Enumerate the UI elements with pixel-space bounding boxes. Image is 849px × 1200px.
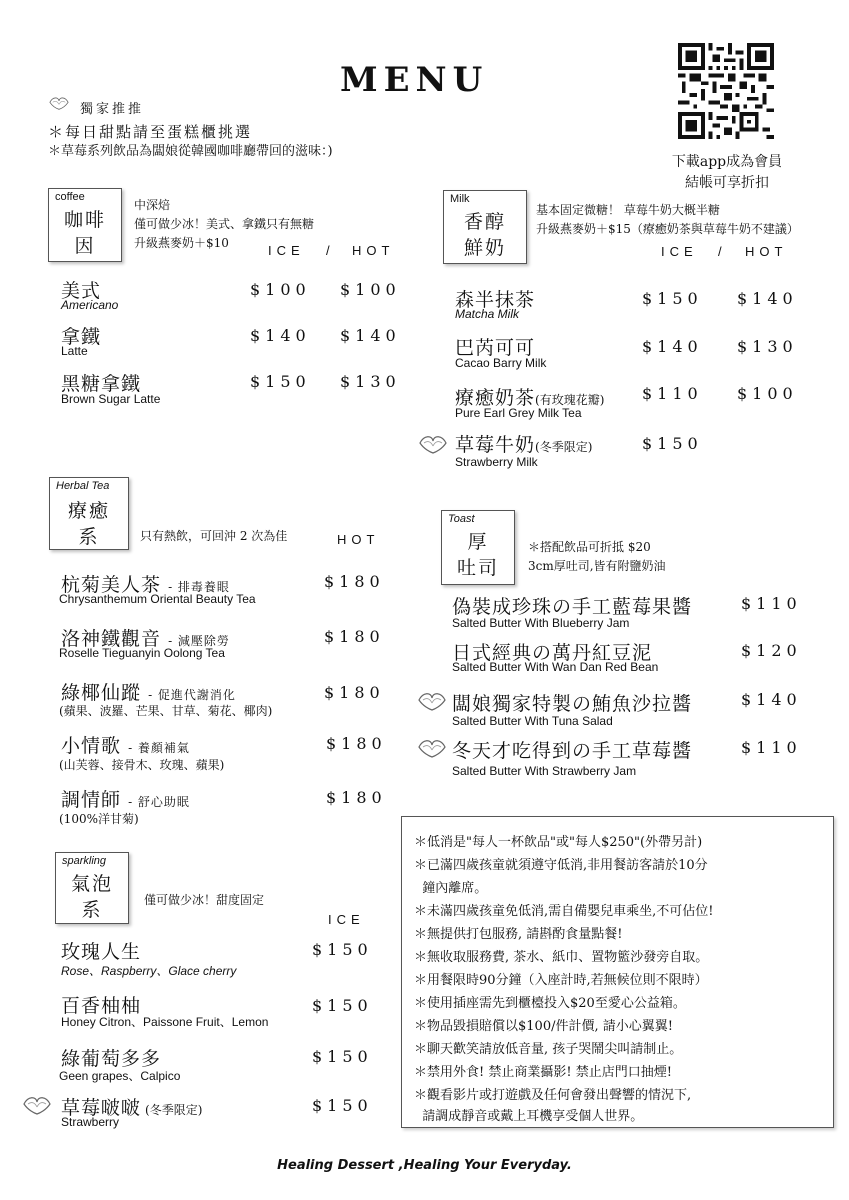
toast-item-en: Salted Butter With Wan Dan Red Bean bbox=[452, 660, 659, 674]
milk-name-1: 香醇 bbox=[463, 211, 506, 233]
herbal-item-price: $180 bbox=[324, 572, 385, 591]
milk-col-slash: / bbox=[718, 244, 727, 259]
milk-col-ice: ICE bbox=[661, 244, 698, 259]
herbal-item-name bbox=[61, 678, 236, 705]
milk-col-hot: HOT bbox=[745, 244, 788, 259]
notice-strawberry: ＊草莓系列飲品為闆娘從韓國咖啡廳帶回的滋味：) bbox=[48, 144, 333, 159]
toast-name-1: 厚 bbox=[467, 531, 489, 553]
milk-category-box bbox=[443, 190, 527, 264]
milk-item-name: 巴芮可可 bbox=[455, 337, 536, 359]
herbal-item-name-text: 小情歌 bbox=[61, 735, 122, 757]
sparkling-name-2: 系 bbox=[81, 899, 103, 921]
sparkling-name-1: 氣泡 bbox=[70, 873, 113, 895]
toast-notes bbox=[528, 538, 666, 576]
milk-item-hot-price: $100 bbox=[737, 384, 798, 403]
herbal-item-name-text: 洛神鐵觀音 bbox=[61, 628, 162, 650]
herbal-item-name-text: 綠椰仙蹤 bbox=[61, 682, 142, 704]
notice-dessert: ＊每日甜點請至蛋糕櫃挑選 bbox=[48, 123, 253, 141]
toast-item-name: 冬天才吃得到の手工草莓醬 bbox=[452, 740, 693, 762]
milk-item-en: Strawberry Milk bbox=[455, 455, 538, 469]
herbal-item-desc: - 減壓除勞 bbox=[168, 634, 230, 648]
qr-caption-1: 下載app成為會員 bbox=[671, 154, 783, 170]
toast-item-price: $140 bbox=[741, 690, 802, 709]
coffee-note-2: 僅可做少冰！美式、拿鐵只有無糖 bbox=[134, 217, 315, 231]
leaf-heart-icon bbox=[417, 691, 447, 711]
rule-line: ＊聊天歡笑請放低音量, 孩子哭鬧尖叫請制止。 bbox=[414, 1042, 683, 1057]
milk-item-en: Matcha Milk bbox=[455, 307, 520, 321]
leaf-heart-icon bbox=[48, 96, 70, 110]
sparkling-note: 僅可做少冰！甜度固定 bbox=[144, 893, 265, 907]
coffee-col-slash: / bbox=[326, 243, 335, 258]
herbal-item-price: $180 bbox=[324, 683, 385, 702]
exclusive-label: 獨家推推 bbox=[80, 102, 145, 117]
herbal-item-name-text: 調情師 bbox=[61, 789, 122, 811]
sparkling-item-price: $150 bbox=[312, 940, 373, 959]
toast-note-1: ＊搭配飲品可折抵 $20 bbox=[528, 540, 651, 554]
coffee-col-hot: HOT bbox=[352, 243, 395, 258]
sparkling-tag: sparkling bbox=[62, 855, 107, 867]
qr-code[interactable] bbox=[678, 43, 774, 139]
milk-item-hot-price: $140 bbox=[737, 289, 798, 308]
coffee-item-ice-price: $150 bbox=[250, 372, 311, 391]
rule-line: 請調成靜音或戴上耳機享受個人世界。 bbox=[414, 1109, 644, 1124]
leaf-heart-icon bbox=[22, 1095, 52, 1115]
sparkling-item-name: 玫瑰人生 bbox=[61, 941, 142, 963]
toast-name-2: 吐司 bbox=[456, 557, 499, 579]
sparkling-item-name-text: 草莓啵啵 bbox=[61, 1097, 142, 1119]
milk-item-ice-price: $150 bbox=[642, 289, 703, 308]
toast-category-box bbox=[441, 510, 515, 585]
sparkling-item-price: $150 bbox=[312, 1047, 373, 1066]
coffee-item-name: 黑糖拿鐵 bbox=[61, 373, 142, 395]
herbal-item-desc: - 促進代謝消化 bbox=[148, 688, 236, 702]
qr-caption-2: 結帳可享折扣 bbox=[685, 175, 769, 191]
milk-item-suffix: (冬季限定) bbox=[535, 440, 593, 454]
house-rules-box bbox=[401, 816, 834, 1128]
sparkling-item-suffix: (冬季限定) bbox=[145, 1103, 203, 1117]
leaf-heart-icon bbox=[417, 738, 447, 758]
toast-item-en: Salted Butter With Blueberry Jam bbox=[452, 616, 630, 630]
coffee-name-1: 咖啡 bbox=[63, 209, 106, 231]
sparkling-category-box bbox=[55, 852, 129, 924]
toast-tag: Toast bbox=[448, 513, 475, 525]
coffee-item-hot-price: $140 bbox=[340, 326, 401, 345]
herbal-item-price: $180 bbox=[326, 734, 387, 753]
toast-item-price: $110 bbox=[741, 594, 802, 613]
milk-item-ice-price: $140 bbox=[642, 337, 703, 356]
herbal-name-1: 療癒 bbox=[67, 500, 110, 522]
herbal-item-name bbox=[61, 785, 190, 812]
herbal-col-hot: HOT bbox=[337, 532, 380, 547]
coffee-note-1: 中深焙 bbox=[134, 198, 171, 212]
herbal-item-en: Chrysanthemum Oriental Beauty Tea bbox=[59, 592, 256, 606]
herbal-item-desc: - 養顏補氣 bbox=[128, 741, 190, 755]
milk-name-2: 鮮奶 bbox=[463, 237, 506, 259]
herbal-item-price: $180 bbox=[324, 627, 385, 646]
herbal-item-desc: - 排毒養眼 bbox=[168, 580, 230, 594]
milk-item-ice-price: $150 bbox=[642, 434, 703, 453]
rule-line: ＊觀看影片或打遊戲及任何會發出聲響的情況下, bbox=[414, 1088, 692, 1103]
coffee-item-hot-price: $130 bbox=[340, 372, 401, 391]
milk-item-en: Cacao Barry Milk bbox=[455, 356, 547, 370]
milk-item-name: 森半抹茶 bbox=[455, 289, 536, 311]
sparkling-item-en: Honey Citron、Paissone Fruit、Lemon bbox=[61, 1015, 269, 1029]
sparkling-item-price: $150 bbox=[312, 996, 373, 1015]
coffee-item-hot-price: $100 bbox=[340, 280, 401, 299]
herbal-name-2: 系 bbox=[78, 526, 100, 548]
milk-notes bbox=[536, 201, 799, 239]
toast-item-price: $110 bbox=[741, 738, 802, 757]
rule-line: ＊無提供打包服務, 請斟酌食量點餐! bbox=[414, 927, 623, 942]
toast-item-price: $120 bbox=[741, 641, 802, 660]
herbal-item-ingredients: (山芙蓉、接骨木、玫瑰、蘋果) bbox=[59, 758, 225, 772]
milk-item-name-text: 草莓牛奶 bbox=[455, 434, 536, 456]
herbal-note: 只有熱飲，可回沖 2 次為佳 bbox=[140, 529, 288, 543]
milk-item-name bbox=[455, 430, 592, 457]
toast-item-en: Salted Butter With Tuna Salad bbox=[452, 714, 613, 728]
milk-note-1: 基本固定微糖！ 草莓牛奶大概半糖 bbox=[536, 203, 720, 217]
milk-item-en: Pure Earl Grey Milk Tea bbox=[455, 406, 582, 420]
coffee-item-en: Latte bbox=[61, 344, 88, 358]
coffee-item-name: 拿鐵 bbox=[61, 326, 102, 348]
herbal-tag: Herbal Tea bbox=[56, 480, 110, 492]
coffee-col-ice: ICE bbox=[268, 243, 305, 258]
footer-slogan: Healing Dessert ,Healing Your Everyday. bbox=[277, 1158, 572, 1173]
sparkling-item-en: Strawberry bbox=[61, 1115, 120, 1129]
sparkling-item-name: 綠葡萄多多 bbox=[61, 1048, 162, 1070]
herbal-item-en: Roselle Tieguanyin Oolong Tea bbox=[59, 646, 225, 660]
milk-note-2: 升級燕麥奶＋$15（療癒奶茶與草莓牛奶不建議） bbox=[536, 222, 799, 236]
sparkling-item-name: 百香柚柚 bbox=[61, 995, 142, 1017]
coffee-item-name: 美式 bbox=[61, 280, 102, 302]
toast-item-name: 闆娘獨家特製の鮪魚沙拉醬 bbox=[452, 693, 693, 715]
rule-line: ＊低消是"每人一杯飲品"或"每人$250"(外帶另計) bbox=[414, 835, 703, 850]
herbal-item-ingredients: (蘋果、波羅、芒果、甘草、菊花、椰肉) bbox=[59, 704, 273, 718]
herbal-item-name bbox=[61, 731, 190, 758]
rule-line: ＊未滿四歲孩童免低消,需自備嬰兒車乘坐,不可佔位! bbox=[414, 904, 714, 919]
herbal-item-ingredients: (100%洋甘菊) bbox=[59, 812, 139, 826]
coffee-item-en: Americano bbox=[61, 298, 119, 312]
coffee-tag: coffee bbox=[55, 191, 85, 203]
coffee-name-2: 因 bbox=[74, 235, 96, 257]
coffee-category-box bbox=[48, 188, 122, 262]
herbal-item-name-text: 杭菊美人茶 bbox=[61, 574, 162, 596]
coffee-note-3: 升級燕麥奶＋$10 bbox=[134, 236, 229, 250]
milk-item-name-text: 療癒奶茶 bbox=[455, 387, 536, 409]
herbal-category-box bbox=[49, 477, 129, 550]
milk-item-suffix: (有玫瑰花瓣) bbox=[535, 393, 605, 407]
toast-item-name: 偽裝成珍珠の手工藍莓果醬 bbox=[452, 596, 693, 618]
milk-item-ice-price: $110 bbox=[642, 384, 703, 403]
herbal-item-desc: - 舒心助眠 bbox=[128, 795, 190, 809]
milk-tag: Milk bbox=[450, 193, 470, 205]
rule-line: ＊禁用外食! 禁止商業攝影! 禁止店門口抽煙! bbox=[414, 1065, 672, 1080]
sparkling-item-en: Geen grapes、Calpico bbox=[59, 1069, 181, 1083]
rule-line: 鐘內離席。 bbox=[414, 881, 488, 896]
herbal-item-price: $180 bbox=[326, 788, 387, 807]
sparkling-col-ice: ICE bbox=[328, 912, 365, 927]
coffee-item-en: Brown Sugar Latte bbox=[61, 392, 161, 406]
leaf-heart-icon bbox=[418, 434, 448, 454]
rule-line: ＊用餐限時90分鐘（入座計時,若無候位則不限時） bbox=[414, 973, 708, 988]
sparkling-item-en: Rose、Raspberry、Glace cherry bbox=[61, 964, 237, 978]
rule-line: ＊使用插座需先到櫃檯投入$20至愛心公益箱。 bbox=[414, 996, 686, 1011]
sparkling-item-price: $150 bbox=[312, 1096, 373, 1115]
coffee-item-ice-price: $140 bbox=[250, 326, 311, 345]
rule-line: ＊物品毀損賠償以$100/件計價, 請小心翼翼! bbox=[414, 1019, 673, 1034]
toast-item-en: Salted Butter With Strawberry Jam bbox=[452, 764, 637, 778]
menu-title: MENU bbox=[340, 60, 489, 100]
rule-line: ＊無收取服務費, 茶水、紙巾、置物籃沙發旁自取。 bbox=[414, 950, 709, 965]
rule-line: ＊已滿四歲孩童就須遵守低消,非用餐訪客請於10分 bbox=[414, 858, 708, 873]
toast-item-name: 日式經典の萬丹紅豆泥 bbox=[452, 642, 653, 664]
toast-note-2: 3cm厚吐司,皆有附鹽奶油 bbox=[528, 559, 666, 573]
coffee-item-ice-price: $100 bbox=[250, 280, 311, 299]
milk-item-hot-price: $130 bbox=[737, 337, 798, 356]
